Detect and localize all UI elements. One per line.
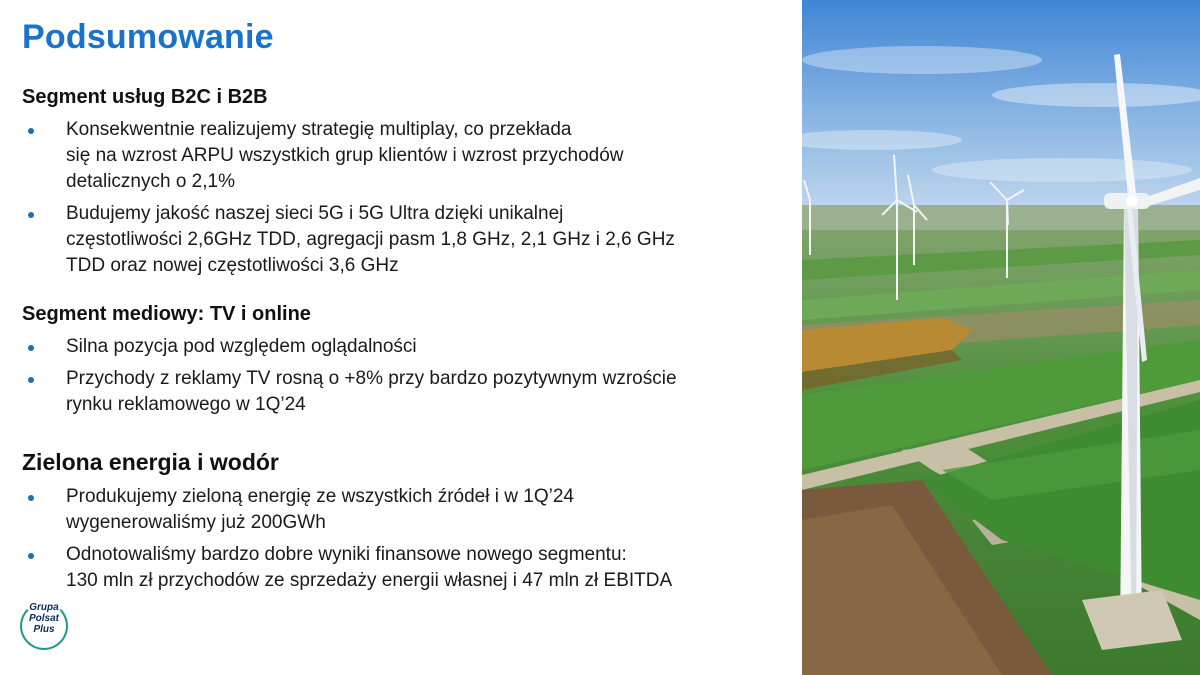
section-green-energy — [22, 449, 782, 600]
bullet-dot-icon — [28, 377, 34, 383]
bullet-item: Silna pozycja pod względem oglądalności — [22, 334, 782, 360]
wind-farm-photo — [802, 0, 1200, 675]
bullet-item: Konsekwentnie realizujemy strategię multiplay, co przekłada się na wzrost ARPU wszystkich grup klientów i wzrost przychodów detalicznych o 2,1% — [22, 117, 782, 195]
bullet-item: Produkujemy zieloną energię ze wszystkich źródeł i w 1Q’24 wygenerowaliśmy już 200GWh — [22, 484, 782, 536]
bullet-dot-icon — [28, 212, 34, 218]
bullet-list — [22, 334, 782, 418]
bullet-list — [22, 117, 782, 279]
bullet-dot-icon — [28, 128, 34, 134]
section-heading: Segment usług B2C i B2B — [22, 86, 268, 108]
bullet-dot-icon — [28, 345, 34, 351]
bullet-list — [22, 484, 782, 594]
section-b2c-b2b — [22, 86, 782, 285]
bullet-item: Budujemy jakość naszej sieci 5G i 5G Ultra dzięki unikalnej częstotliwości 2,6GHz TDD, agregacji pasm 1,8 GHz, 2,1 GHz i 2,6 GHz TDD oraz nowej częstotliwości 3,6 GHz — [22, 201, 782, 279]
bullet-dot-icon — [28, 495, 34, 501]
bullet-dot-icon — [28, 553, 34, 559]
wind-turbines-landscape-image — [802, 0, 1200, 675]
company-logo: Grupa Polsat Plus — [20, 600, 70, 654]
section-media — [22, 303, 782, 424]
section-heading: Zielona energia i wodór — [22, 449, 279, 475]
section-heading: Segment mediowy: TV i online — [22, 303, 311, 325]
slide-title: Podsumowanie — [22, 18, 274, 56]
bullet-item: Przychody z reklamy TV rosną o +8% przy bardzo pozytywnym wzroście rynku reklamowego w 1Q’24 — [22, 366, 782, 418]
bullet-item: Odnotowaliśmy bardzo dobre wyniki finansowe nowego segmentu: 130 mln zł przychodów ze sprzedaży energii własnej i 47 mln zł EBITDA — [22, 542, 782, 594]
